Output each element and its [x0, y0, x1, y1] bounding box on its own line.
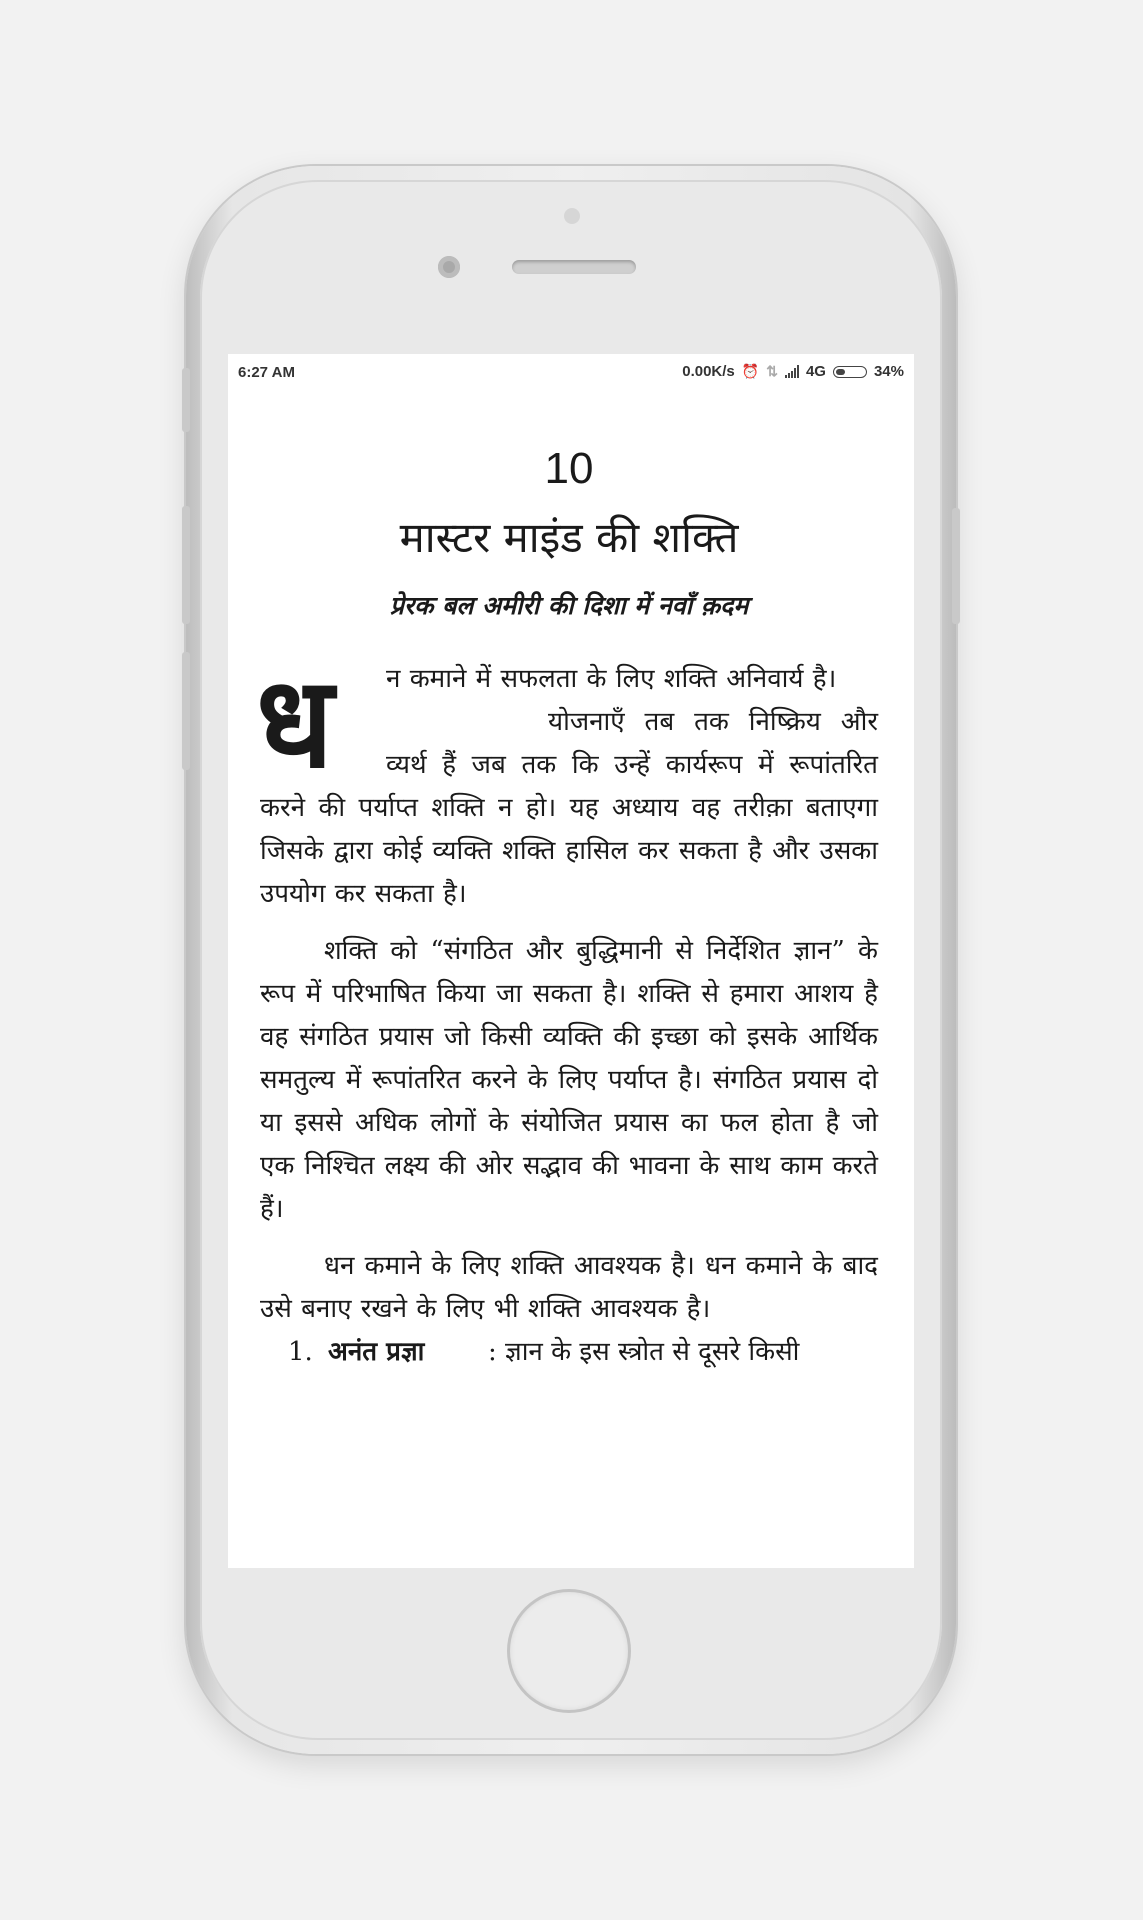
- network-speed: 0.00K/s: [682, 363, 735, 380]
- signal-strength-icon: [785, 365, 799, 378]
- network-type: 4G: [805, 363, 826, 380]
- battery-icon: [833, 366, 867, 378]
- list-item: [260, 1331, 878, 1374]
- list-item-term: अनंत प्रज्ञा: [328, 1337, 425, 1367]
- home-button[interactable]: [510, 1592, 628, 1710]
- paragraph-3-text: धन कमाने के लिए शक्ति आवश्यक है। धन कमाने के बाद उसे बनाए रखने के लिए भी शक्ति आवश्यक है।: [260, 1251, 878, 1324]
- front-camera-icon: [564, 208, 580, 224]
- status-bar: [228, 354, 914, 390]
- chapter-subtitle: प्रेरक बल अमीरी की दिशा में नवाँ क़दम: [389, 591, 749, 620]
- paragraph-3: [260, 1245, 878, 1331]
- status-icons: [682, 363, 904, 380]
- paragraph-2: [260, 930, 878, 1231]
- proximity-sensor: [438, 256, 460, 278]
- mute-switch: [182, 368, 190, 432]
- battery-fill: [836, 369, 845, 375]
- list-item-number: 1.: [288, 1337, 313, 1367]
- volume-up-button: [182, 506, 190, 624]
- power-button: [952, 508, 960, 624]
- paragraph-2-text: शक्ति को “संगठित और बुद्धिमानी से निर्देशित ज्ञान” के रूप में परिभाषित किया जा सकता है। शक्ति से हमारा आशय है वह संगठित प्रयास जो किसी व्यक्ति की इच्छा को इसके आर्थिक समतुल्य में रूपांतरित करने के लिए पर्याप्त है। संगठित प्रयास दो या इससे अधिक लोगों के संयोजित प्रयास का फल होता है जो एक निश्चित लक्ष्य की ओर सद्भाव की भावना के साथ काम करते हैं।: [260, 936, 878, 1224]
- data-transfer-icon: ⇅: [766, 363, 778, 379]
- earpiece-speaker: [512, 260, 636, 274]
- volume-down-button: [182, 652, 190, 770]
- battery-percent: 34%: [873, 363, 904, 380]
- opening-paragraph: [256, 648, 878, 796]
- opening-text: न कमाने में सफलता के लिए शक्ति अनिवार्य है।: [386, 664, 837, 694]
- chapter-title: मास्टर माइंड की शक्ति: [399, 513, 739, 562]
- chapter-number: 10: [544, 444, 594, 493]
- alarm-clock-icon: ⏰: [741, 363, 760, 379]
- status-time: 6:27 AM: [238, 364, 295, 381]
- book-page: [256, 444, 878, 1374]
- list-item-text: : ज्ञान के इस स्त्रोत से दूसरे किसी: [488, 1337, 800, 1367]
- drop-cap: ध: [256, 648, 334, 796]
- paragraph-1-text: योजनाएँ तब तक निष्क्रिय और व्यर्थ हैं जब तक कि उन्हें कार्यरूप में रूपांतरित करने की पर्याप्त शक्ति न हो। यह अध्याय वह तरीक़ा बताएगा जिसके द्वारा कोई व्यक्ति शक्ति हासिल कर सकता है और उसका उपयोग कर सकता है।: [260, 707, 878, 909]
- phone-screen: [228, 354, 914, 1568]
